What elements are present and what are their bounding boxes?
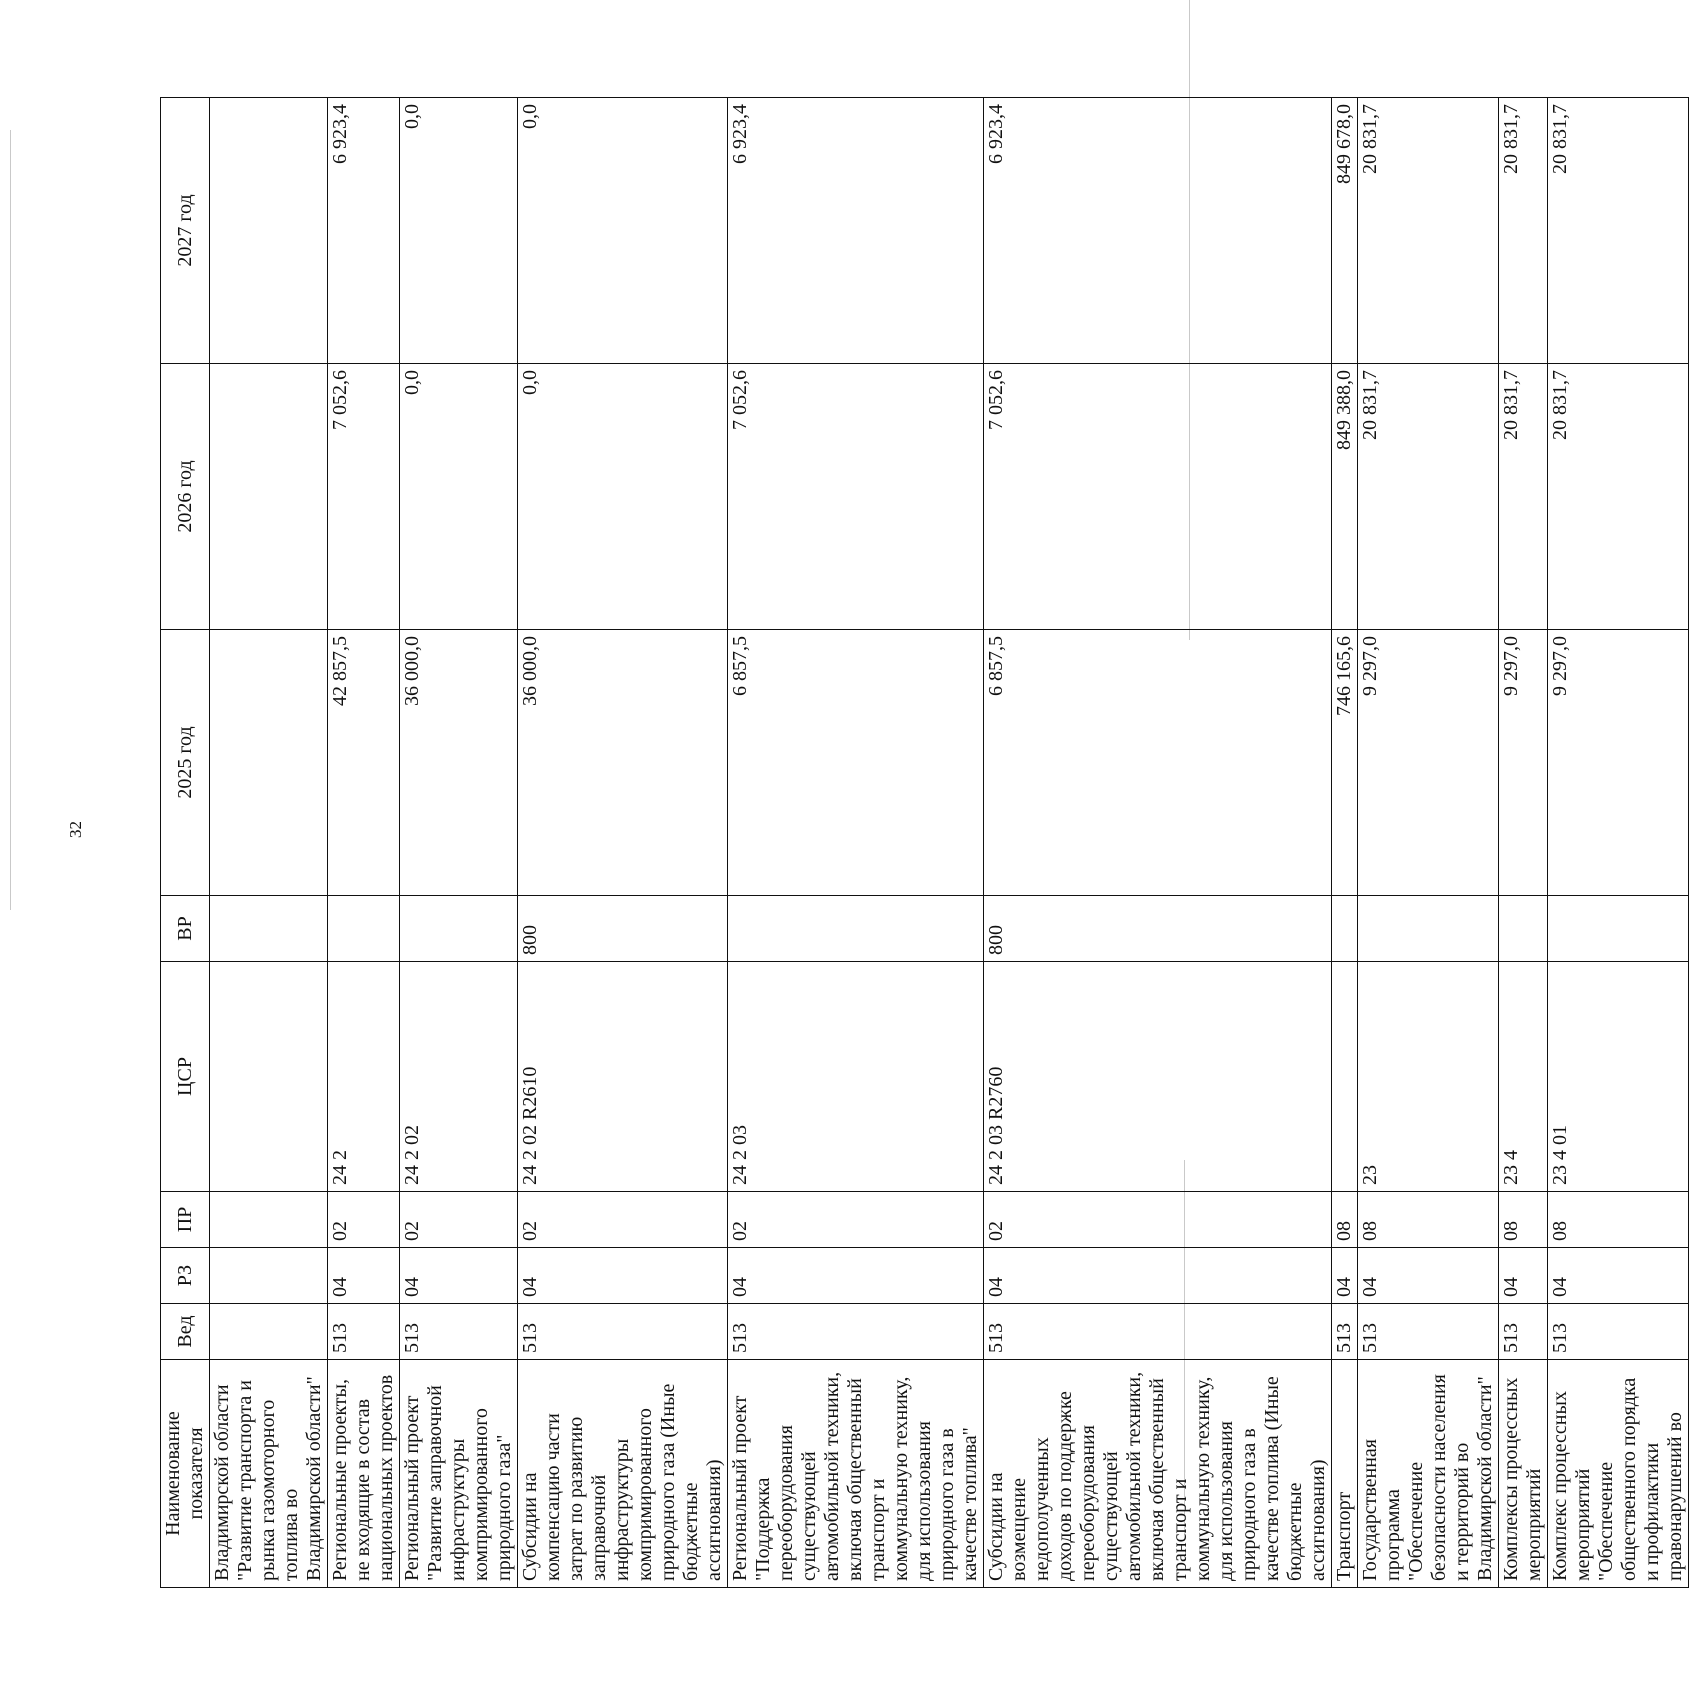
cell-rz: 04 [518,1248,728,1304]
cell-csr: 24 2 03 [728,962,984,1192]
header-ved: Вед [161,1304,210,1360]
cell-2027: 20 831,7 [1358,98,1499,364]
cell-pr: 02 [984,1192,1332,1248]
cell-rz: 04 [400,1248,518,1304]
cell-rz: 04 [1548,1248,1689,1304]
cell-ved: 513 [728,1304,984,1360]
cell-csr [210,962,328,1192]
cell-2025: 6 857,5 [728,630,984,896]
table-header-row [161,98,210,1588]
cell-2026: 849 388,0 [1332,364,1358,630]
cell-vr [1499,896,1548,962]
header-csr: ЦСР [161,962,210,1192]
cell-ved: 513 [1499,1304,1548,1360]
header-vr: ВР [161,896,210,962]
cell-name: Владимирской области "Развитие транспорта и рынка газомоторного топлива во Владимирской области" [210,1360,328,1588]
cell-name: Государственная программа "Обеспечение безопасности населения и территорий во Владимирской области" [1358,1360,1499,1588]
header-2025: 2025 год [161,630,210,896]
cell-rz: 04 [1499,1248,1548,1304]
cell-ved: 513 [400,1304,518,1360]
cell-ved: 513 [1358,1304,1499,1360]
header-2026: 2026 год [161,364,210,630]
cell-csr: 23 [1358,962,1499,1192]
cell-2027: 849 678,0 [1332,98,1358,364]
page-number: 32 [66,821,85,838]
table-row [1548,98,1689,1588]
cell-pr: 02 [518,1192,728,1248]
cell-name: Региональный проект "Развитие заправочной инфраструктуры компримированного природного газа" [400,1360,518,1588]
cell-2025: 9 297,0 [1548,630,1689,896]
table-row [1332,98,1358,1588]
cell-ved: 513 [328,1304,400,1360]
cell-2025: 9 297,0 [1358,630,1499,896]
cell-2025: 36 000,0 [400,630,518,896]
cell-vr [728,896,984,962]
cell-csr: 24 2 03 R2760 [984,962,1332,1192]
cell-vr [1358,896,1499,962]
cell-2027: 6 923,4 [984,98,1332,364]
cell-csr: 23 4 [1499,962,1548,1192]
cell-ved: 513 [1332,1304,1358,1360]
cell-name: Субсидии на возмещение недополученных доходов по поддержке переоборудования существующей автомобильной техники, включая общественный транспорт и коммунальную технику, для использования природного газа в качестве топлива (Иные бюджетные ассигнования) [984,1360,1332,1588]
cell-csr: 24 2 02 [400,962,518,1192]
cell-name: Комплексы процессных мероприятий [1499,1360,1548,1588]
cell-2026: 0,0 [518,364,728,630]
table-row [728,98,984,1588]
cell-name: Субсидии на компенсацию части затрат по развитию заправочной инфраструктуры компримированного природного газа (Иные бюджетные ассигнования) [518,1360,728,1588]
cell-vr [1548,896,1689,962]
cell-2026: 7 052,6 [728,364,984,630]
cell-2026: 7 052,6 [984,364,1332,630]
cell-2027: 0,0 [518,98,728,364]
table-row [328,98,400,1588]
scan-edge-line-left [10,130,11,910]
cell-2027: 6 923,4 [328,98,400,364]
cell-rz: 04 [728,1248,984,1304]
budget-table [160,97,1689,1588]
cell-vr: 800 [518,896,728,962]
cell-vr [328,896,400,962]
cell-name: Комплекс процессных мероприятий "Обеспечение общественного порядка и профилактики правонарушений во [1548,1360,1689,1588]
header-2027: 2027 год [161,98,210,364]
cell-pr [210,1192,328,1248]
table-row [984,98,1332,1588]
cell-rz: 04 [1332,1248,1358,1304]
cell-2027 [210,98,328,364]
cell-ved: 513 [518,1304,728,1360]
cell-csr: 23 4 01 [1548,962,1689,1192]
cell-rz: 04 [1358,1248,1499,1304]
cell-2027: 20 831,7 [1499,98,1548,364]
cell-2026: 7 052,6 [328,364,400,630]
table-row [518,98,728,1588]
cell-rz: 04 [984,1248,1332,1304]
table-row [1358,98,1499,1588]
table-row [210,98,328,1588]
cell-name: Транспорт [1332,1360,1358,1588]
cell-2025 [210,630,328,896]
cell-csr [1332,962,1358,1192]
cell-2026: 20 831,7 [1548,364,1689,630]
cell-name: Региональный проект "Поддержка переоборудования существующей автомобильной техники, включая общественный транспорт и коммунальную технику, для использования природного газа в качестве топлива" [728,1360,984,1588]
header-name: Наименование показателя [161,1360,210,1588]
header-rz: РЗ [161,1248,210,1304]
cell-rz [210,1248,328,1304]
cell-ved: 513 [984,1304,1332,1360]
cell-2026: 20 831,7 [1499,364,1548,630]
table-row [400,98,518,1588]
cell-pr: 02 [400,1192,518,1248]
cell-2027: 20 831,7 [1548,98,1689,364]
cell-pr: 08 [1358,1192,1499,1248]
cell-pr: 02 [328,1192,400,1248]
cell-csr: 24 2 [328,962,400,1192]
cell-vr [210,896,328,962]
cell-ved [210,1304,328,1360]
rotated-table-container [160,98,1686,1588]
cell-rz: 04 [328,1248,400,1304]
cell-2027: 0,0 [400,98,518,364]
cell-pr: 08 [1499,1192,1548,1248]
cell-pr: 08 [1548,1192,1689,1248]
cell-name: Региональные проекты, не входящие в состав национальных проектов [328,1360,400,1588]
cell-vr: 800 [984,896,1332,962]
cell-2027: 6 923,4 [728,98,984,364]
cell-2025: 36 000,0 [518,630,728,896]
cell-2026: 20 831,7 [1358,364,1499,630]
cell-2025: 42 857,5 [328,630,400,896]
cell-vr [400,896,518,962]
cell-pr: 02 [728,1192,984,1248]
cell-ved: 513 [1548,1304,1689,1360]
cell-vr [1332,896,1358,962]
cell-pr: 08 [1332,1192,1358,1248]
cell-2025: 6 857,5 [984,630,1332,896]
cell-2026: 0,0 [400,364,518,630]
table-row [1499,98,1548,1588]
cell-2025: 746 165,6 [1332,630,1358,896]
cell-2026 [210,364,328,630]
header-pr: ПР [161,1192,210,1248]
cell-csr: 24 2 02 R2610 [518,962,728,1192]
cell-2025: 9 297,0 [1499,630,1548,896]
